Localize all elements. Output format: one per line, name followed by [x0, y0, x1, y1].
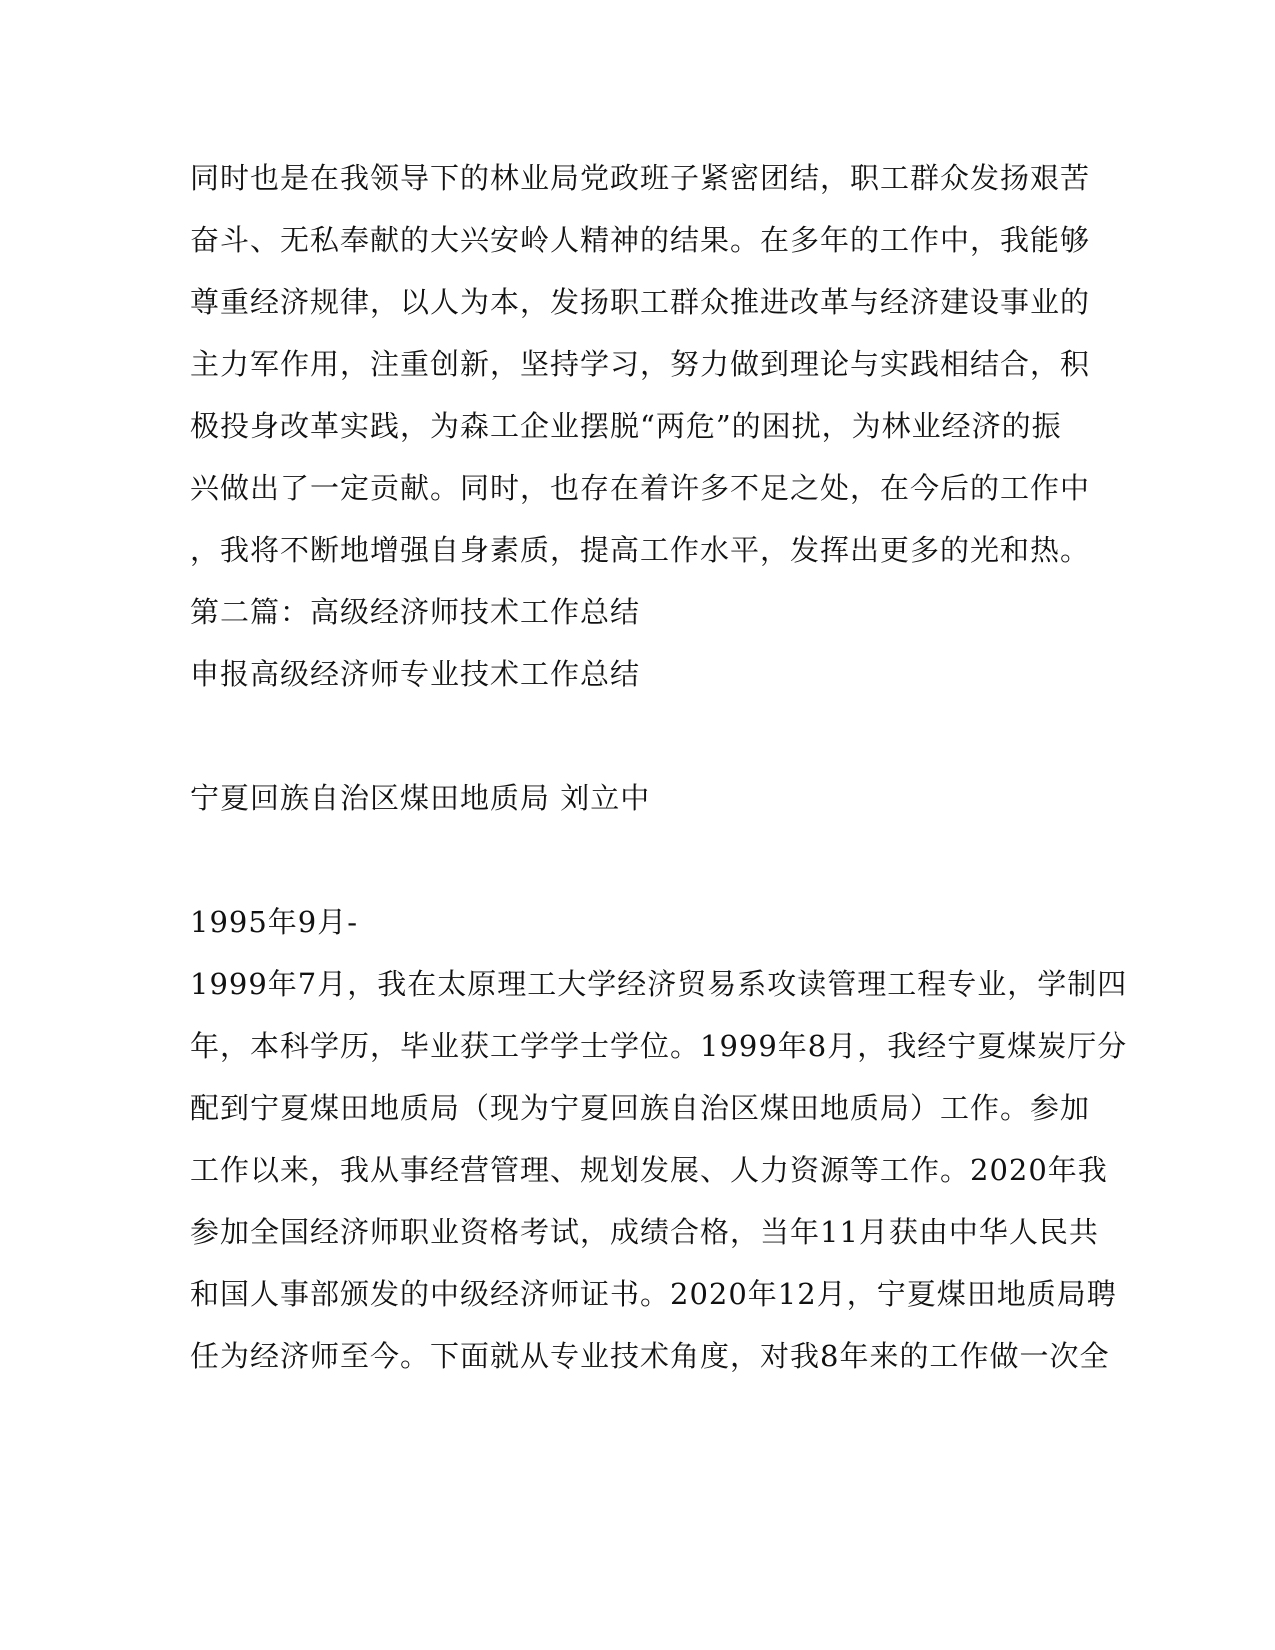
paragraph-line: 和国人事部颁发的中级经济师证书。2020年12月，宁夏煤田地质局聘 — [190, 1277, 1117, 1311]
paragraph-line: 任为经济师至今。下面就从专业技术角度，对我8年来的工作做一次全 — [190, 1339, 1110, 1373]
document-title: 申报高级经济师专业技术工作总结 — [190, 657, 641, 691]
paragraph-line: 兴做出了一定贡献。同时，也存在着许多不足之处，在今后的工作中 — [190, 471, 1091, 505]
paragraph-line: 1999年7月，我在太原理工大学经济贸易系攻读管理工程专业，学制四 — [190, 967, 1128, 1001]
paragraph-line: 同时也是在我领导下的林业局党政班子紧密团结，职工群众发扬艰苦 — [190, 161, 1091, 195]
paragraph-line: 工作以来，我从事经营管理、规划发展、人力资源等工作。2020年我 — [190, 1153, 1108, 1187]
paragraph-line: 尊重经济规律，以人为本，发扬职工群众推进改革与经济建设事业的 — [190, 285, 1091, 319]
paragraph-line: 参加全国经济师职业资格考试，成绩合格，当年11月获由中华人民共 — [190, 1215, 1099, 1249]
paragraph-line: 主力军作用，注重创新，坚持学习，努力做到理论与实践相结合，积 — [190, 347, 1091, 381]
paragraph-line: 配到宁夏煤田地质局（现为宁夏回族自治区煤田地质局）工作。参加 — [190, 1091, 1091, 1125]
date-line: 1995年9月- — [190, 905, 359, 939]
paragraph-line: 奋斗、无私奉献的大兴安岭人精神的结果。在多年的工作中，我能够 — [190, 223, 1091, 257]
paragraph-line: 极投身改革实践，为森工企业摆脱“两危”的困扰，为林业经济的振 — [190, 409, 1062, 443]
paragraph-line: 年，本科学历，毕业获工学学士学位。1999年8月，我经宁夏煤炭厅分 — [190, 1029, 1128, 1063]
paragraph-line: ，我将不断地增强自身素质，提高工作水平，发挥出更多的光和热。 — [190, 533, 1091, 567]
author-line: 宁夏回族自治区煤田地质局 刘立中 — [190, 781, 651, 815]
section-heading: 第二篇：高级经济师技术工作总结 — [190, 595, 641, 629]
